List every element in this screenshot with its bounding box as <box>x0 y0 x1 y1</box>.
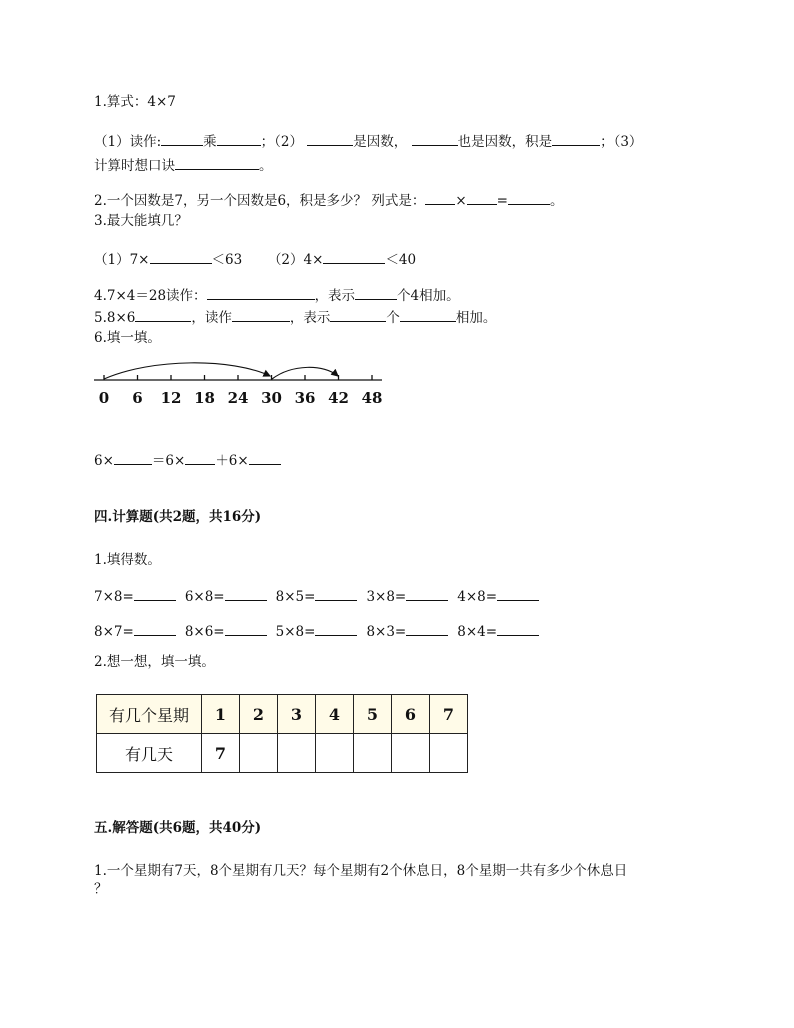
table-cell: 3 <box>278 695 316 734</box>
calc-expression: 7×8= <box>94 589 134 605</box>
q2-line: 2.一个因数是7，另一个因数是6，积是多少？ 列式是： × = 。 <box>94 190 563 210</box>
blank[interactable] <box>412 131 458 146</box>
table-cell[interactable] <box>354 734 392 773</box>
table-cell[interactable] <box>316 734 354 773</box>
blank[interactable] <box>185 450 215 465</box>
blank[interactable] <box>467 190 497 205</box>
q1-koujue-line: 计算时想口诀 。 <box>94 155 273 175</box>
blank[interactable] <box>232 307 290 322</box>
table-cell: 2 <box>240 695 278 734</box>
answer-blank[interactable] <box>406 586 448 601</box>
number-line-tick-label: 0 <box>98 389 110 407</box>
section5-title: 五.解答题(共6题，共40分) <box>94 820 262 836</box>
q4-line: 4.7×4＝28读作： ，表示 个4相加。 <box>94 285 460 305</box>
answer-blank[interactable] <box>406 621 448 636</box>
table-row-head: 有几天 <box>97 734 202 773</box>
blank[interactable] <box>330 307 386 322</box>
section5-q1-line1: 1.一个星期有7天，8个星期有几天？每个星期有2个休息日，8个星期一共有多少个休息日 <box>94 863 628 879</box>
calc-expression: 3×8= <box>366 589 407 605</box>
table-cell[interactable] <box>392 734 430 773</box>
blank[interactable] <box>135 307 191 322</box>
table-cell: 1 <box>202 695 240 734</box>
table-cell: 6 <box>392 695 430 734</box>
number-line-tick-label: 24 <box>227 389 249 407</box>
blank[interactable] <box>114 450 152 465</box>
section4-title: 四.计算题(共2题，共16分) <box>94 509 262 525</box>
blank[interactable] <box>150 249 212 264</box>
table-cell: 5 <box>354 695 392 734</box>
number-line-tick-label: 18 <box>194 389 215 407</box>
number-line-tick-label: 48 <box>361 389 383 407</box>
blank[interactable] <box>207 285 315 300</box>
calc-expression: 4×8= <box>457 589 498 605</box>
blank[interactable] <box>161 131 203 146</box>
blank[interactable] <box>355 285 397 300</box>
number-line <box>92 358 392 410</box>
q3-title: 3.最大能填几？ <box>94 213 188 229</box>
blank[interactable] <box>552 131 600 146</box>
answer-blank[interactable] <box>497 621 539 636</box>
number-line-tick-label: 30 <box>261 389 282 407</box>
table-cell: 7 <box>202 734 240 773</box>
blank[interactable] <box>323 249 385 264</box>
blank[interactable] <box>425 190 455 205</box>
q6-equation: 6× ＝6× ＋6× <box>94 450 281 470</box>
blank[interactable] <box>217 131 261 146</box>
answer-blank[interactable] <box>497 586 539 601</box>
calc-expression: 5×8= <box>275 624 316 640</box>
number-line-tick-label: 12 <box>160 389 182 407</box>
blank[interactable] <box>307 131 353 146</box>
answer-blank[interactable] <box>315 586 357 601</box>
section4-p2-title: 2.想一想，填一填。 <box>94 654 215 670</box>
calc-expression: 8×6= <box>184 624 225 640</box>
calc-expression: 8×5= <box>275 589 316 605</box>
number-line-tick-label: 6 <box>132 389 143 407</box>
calc-expression: 6×8= <box>184 589 225 605</box>
q6-title: 6.填一填。 <box>94 330 161 346</box>
answer-blank[interactable] <box>134 586 176 601</box>
blank[interactable] <box>508 190 550 205</box>
table-cell[interactable] <box>278 734 316 773</box>
answer-blank[interactable] <box>225 621 267 636</box>
table-row-head: 有几个星期 <box>97 695 202 734</box>
section5-q1-line2: ？ <box>94 881 108 897</box>
number-line-tick-label: 36 <box>294 389 316 407</box>
table-cell: 7 <box>430 695 468 734</box>
table-cell[interactable] <box>430 734 468 773</box>
section4-p1-title: 1.填得数。 <box>94 552 161 568</box>
answer-blank[interactable] <box>134 621 176 636</box>
table-cell: 4 <box>316 695 354 734</box>
calc-row-2 <box>94 621 548 641</box>
q1-formula: 1.算式：4×7 <box>94 94 176 110</box>
calc-expression: 8×7= <box>94 624 134 640</box>
q3-line: （1）7× ＜63 （2）4× ＜40 <box>94 249 416 269</box>
calc-expression: 8×4= <box>457 624 498 640</box>
table-cell[interactable] <box>240 734 278 773</box>
answer-blank[interactable] <box>225 586 267 601</box>
blank[interactable] <box>400 307 456 322</box>
q5-line: 5.8×6 ，读作 ，表示 个 相加。 <box>94 307 496 327</box>
calc-expression: 8×3= <box>366 624 407 640</box>
calc-row-1 <box>94 586 548 606</box>
number-line-tick-label: 42 <box>328 389 349 407</box>
jump-arc-5 <box>104 363 270 379</box>
q1-line: （1）读作: 乘 ；（2） 是因数， 也是因数，积是 ；（3） <box>94 131 642 151</box>
answer-blank[interactable] <box>315 621 357 636</box>
blank[interactable] <box>249 450 281 465</box>
blank[interactable] <box>175 155 259 170</box>
weeks-days-table <box>96 694 468 773</box>
